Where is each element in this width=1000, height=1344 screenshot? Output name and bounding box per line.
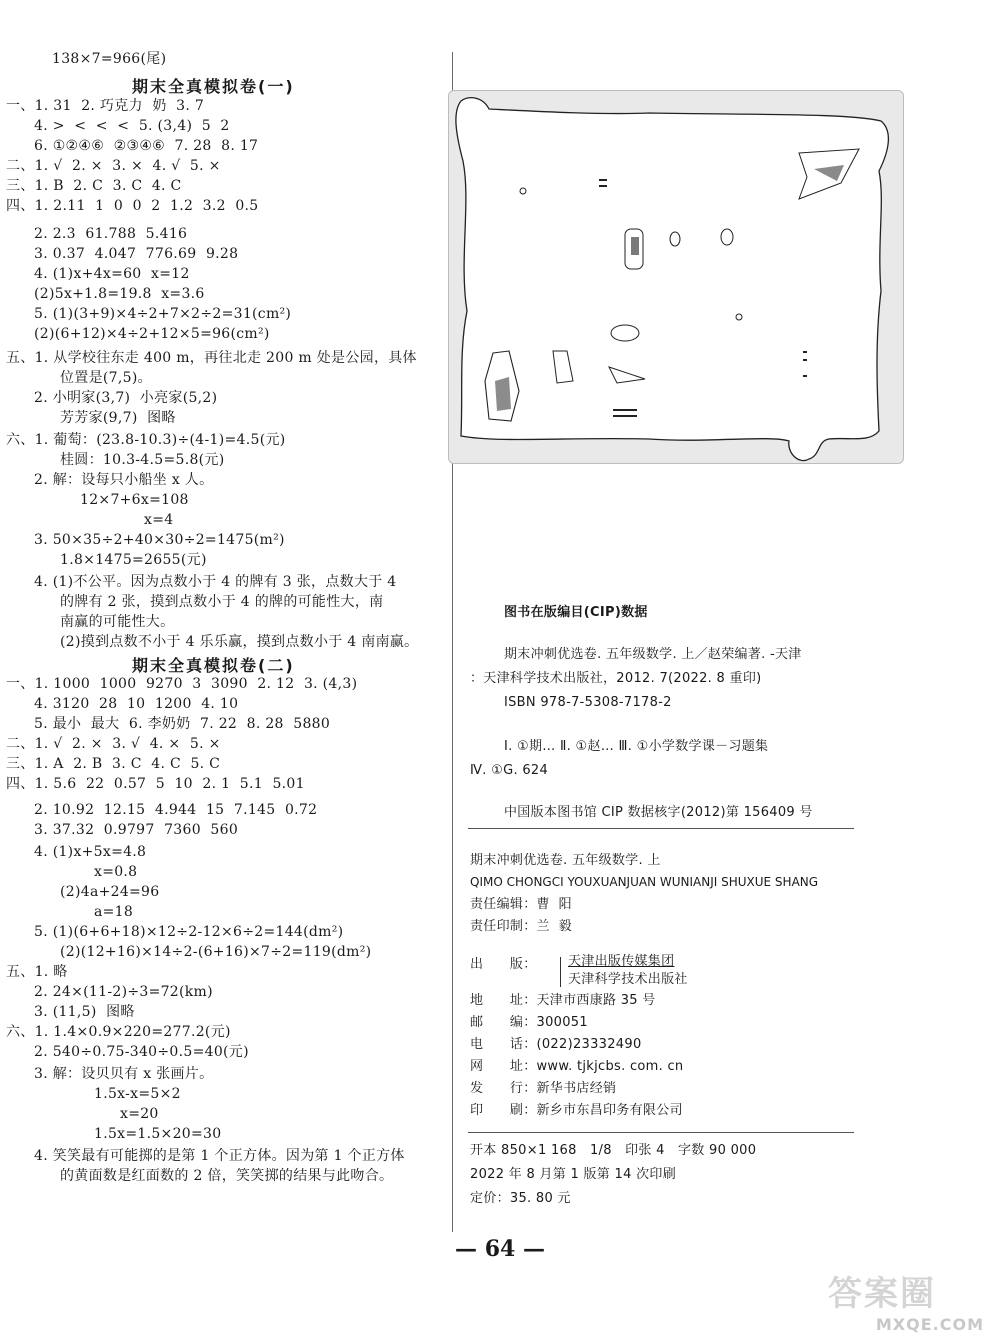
answer-line: x=20: [120, 1106, 159, 1122]
answer-line: 四、1. 5.6 22 0.57 5 10 2. 1 5.1 5.01: [6, 776, 305, 792]
answer-line: 五、1. 略: [6, 964, 68, 980]
watermark-cn: 答案圈: [828, 1274, 936, 1314]
answer-line: 的牌有 2 张，摸到点数小于 4 的牌的可能性大，南: [60, 594, 384, 610]
section-heading-1: 期末全真模拟卷(一): [132, 77, 295, 96]
answer-line: 六、1. 葡萄：(23.8-10.3)÷(4-1)=4.5(元): [6, 432, 286, 448]
answer-line: 五、1. 从学校往东走 400 m，再往北走 200 m 处是公园，具体: [6, 350, 417, 366]
answer-line: (2)5x+1.8=19.8 x=3.6: [34, 286, 205, 302]
map-figure: [448, 90, 904, 464]
answer-line: 1.5x=1.5×20=30: [94, 1126, 222, 1142]
publisher-group: 天津出版传媒集团: [568, 954, 675, 969]
answer-line: 2. 小明家(3,7) 小亮家(5,2): [34, 390, 218, 406]
answer-line: 3. 37.32 0.9797 7360 560: [34, 822, 239, 838]
answer-line: 桂圆：10.3-4.5=5.8(元): [60, 452, 225, 468]
answer-line: 位置是(7,5)。: [60, 370, 152, 386]
rule-divider: [468, 828, 854, 829]
colophon-row: 发 行：新华书店经销: [470, 1081, 617, 1096]
answer-line: 二、1. √ 2. × 3. √ 4. × 5. ×: [6, 736, 221, 752]
watermark-url: MXQE.COM: [875, 1315, 984, 1334]
answer-line: 4. > < < < 5. (3,4) 5 2: [34, 118, 230, 134]
cip-line: ISBN 978-7-5308-7178-2: [504, 695, 672, 710]
answer-line: 5. (1)(3+9)×4÷2+7×2÷2=31(cm²): [34, 306, 292, 322]
cip-line: Ⅰ. ①期… Ⅱ. ①赵… Ⅲ. ①小学数学课－习题集: [504, 739, 769, 754]
answer-line: 的黄面数是红面数的 2 倍，笑笑掷的结果与此吻合。: [60, 1168, 394, 1184]
cip-line: 中国版本图书馆 CIP 数据核字(2012)第 156409 号: [504, 805, 813, 820]
answer-line: 3. (11,5) 图略: [34, 1004, 135, 1020]
publisher-box: [560, 955, 720, 989]
answer-line: (2)(12+16)×14÷2-(6+16)×7÷2=119(dm²): [60, 944, 372, 960]
spec-line: 2022 年 8 月第 1 版第 14 次印刷: [470, 1167, 676, 1182]
book-title-pinyin: QIMO CHONGCI YOUXUANJUAN WUNIANJI SHUXUE SHANG: [470, 875, 819, 889]
answer-line: a=18: [94, 904, 134, 920]
answer-line: 12×7+6x=108: [80, 492, 189, 508]
answer-line: (2)(6+12)×4÷2+12×5=96(cm²): [34, 326, 270, 342]
colophon-row: 责任印制：兰 毅: [470, 919, 572, 934]
answer-line: 三、1. A 2. B 3. C 4. C 5. C: [6, 756, 221, 772]
answer-line: 六、1. 1.4×0.9×220=277.2(元): [6, 1024, 231, 1040]
answer-line: 1.5x-x=5×2: [94, 1086, 181, 1102]
answer-line: 4. (1)不公平。因为点数小于 4 的牌有 3 张，点数大于 4: [34, 574, 397, 590]
answer-line: 5. 最小 最大 6. 李奶奶 7. 22 8. 28 5880: [34, 716, 331, 732]
publisher-label: 出 版：: [470, 957, 537, 972]
answer-line: 3. 解：设贝贝有 x 张画片。: [34, 1066, 214, 1082]
cip-line: Ⅳ. ①G. 624: [470, 763, 549, 778]
answer-line: x=0.8: [94, 864, 138, 880]
colophon-row: 电 话：(022)23332490: [470, 1037, 642, 1052]
publisher-name: 天津科学技术出版社: [568, 972, 688, 987]
answer-line: 南赢的可能性大。: [60, 614, 175, 630]
answer-line: 4. (1)x+4x=60 x=12: [34, 266, 190, 282]
spec-line: 开本 850×1 168 1/8 印张 4 字数 90 000: [470, 1143, 757, 1158]
answer-line: 2. 解：设每只小船坐 x 人。: [34, 472, 214, 488]
answer-line: 3. 50×35÷2+40×30÷2=1475(m²): [34, 532, 285, 548]
colophon-row: 印 刷：新乡市东昌印务有限公司: [470, 1103, 683, 1118]
map-outline-graphic: [449, 91, 903, 463]
watermark-logo: [818, 1258, 990, 1338]
answer-line: 2. 24×(11-2)÷3=72(km): [34, 984, 213, 1000]
answer-line: 4. 笑笑最有可能掷的是第 1 个正方体。因为第 1 个正方体: [34, 1148, 405, 1164]
brace: [560, 957, 565, 987]
answer-line: 一、1. 1000 1000 9270 3 3090 2. 12 3. (4,3): [6, 676, 358, 692]
answer-line: 2. 2.3 61.788 5.416: [34, 226, 188, 242]
answer-line: 4. 3120 28 10 1200 4. 10: [34, 696, 239, 712]
answer-line: 2. 10.92 12.15 4.944 15 7.145 0.72: [34, 802, 318, 818]
answer-line: 5. (1)(6+6+18)×12÷2-12×6÷2=144(dm²): [34, 924, 344, 940]
answer-line: 二、1. √ 2. × 3. × 4. √ 5. ×: [6, 158, 221, 174]
answer-line: 四、1. 2.11 1 0 0 2 1.2 3.2 0.5: [6, 198, 259, 214]
answer-line: 138×7=966(尾): [52, 51, 167, 67]
answer-line: 4. (1)x+5x=4.8: [34, 844, 147, 860]
page-number: — 64 —: [455, 1236, 545, 1262]
colophon-row: 责任编辑：曹 阳: [470, 897, 572, 912]
answer-line: (2)4a+24=96: [60, 884, 160, 900]
answer-line: 6. ①②④⑥ ②③④⑥ 7. 28 8. 17: [34, 138, 259, 154]
cip-line: 期末冲刺优选卷. 五年级数学. 上／赵荣编著. -天津: [504, 647, 802, 662]
answer-line: 三、1. B 2. C 3. C 4. C: [6, 178, 182, 194]
colophon-row: 网 址：www. tjkjcbs. com. cn: [470, 1059, 684, 1074]
answer-line: 芳芳家(9,7) 图略: [60, 410, 176, 426]
colophon-row: 邮 编：300051: [470, 1015, 588, 1030]
section-heading-2: 期末全真模拟卷(二): [132, 656, 295, 675]
answer-line: (2)摸到点数不小于 4 乐乐赢，摸到点数小于 4 南南赢。: [60, 634, 419, 650]
answer-line: 1.8×1475=2655(元): [60, 552, 207, 568]
book-title: 期末冲刺优选卷. 五年级数学. 上: [470, 853, 661, 868]
cip-title: 图书在版编目(CIP)数据: [504, 605, 648, 620]
answer-line: 3. 0.37 4.047 776.69 9.28: [34, 246, 239, 262]
rule-divider: [468, 1132, 854, 1133]
answer-line: x=4: [144, 512, 174, 528]
colophon-row: 地 址：天津市西康路 35 号: [470, 993, 656, 1008]
answer-line: 2. 540÷0.75-340÷0.5=40(元): [34, 1044, 249, 1060]
cip-line: ：天津科学技术出版社，2012. 7(2022. 8 重印): [470, 671, 762, 686]
answer-line: 一、1. 31 2. 巧克力 奶 3. 7: [6, 98, 205, 114]
spec-line: 定价：35. 80 元: [470, 1191, 571, 1206]
